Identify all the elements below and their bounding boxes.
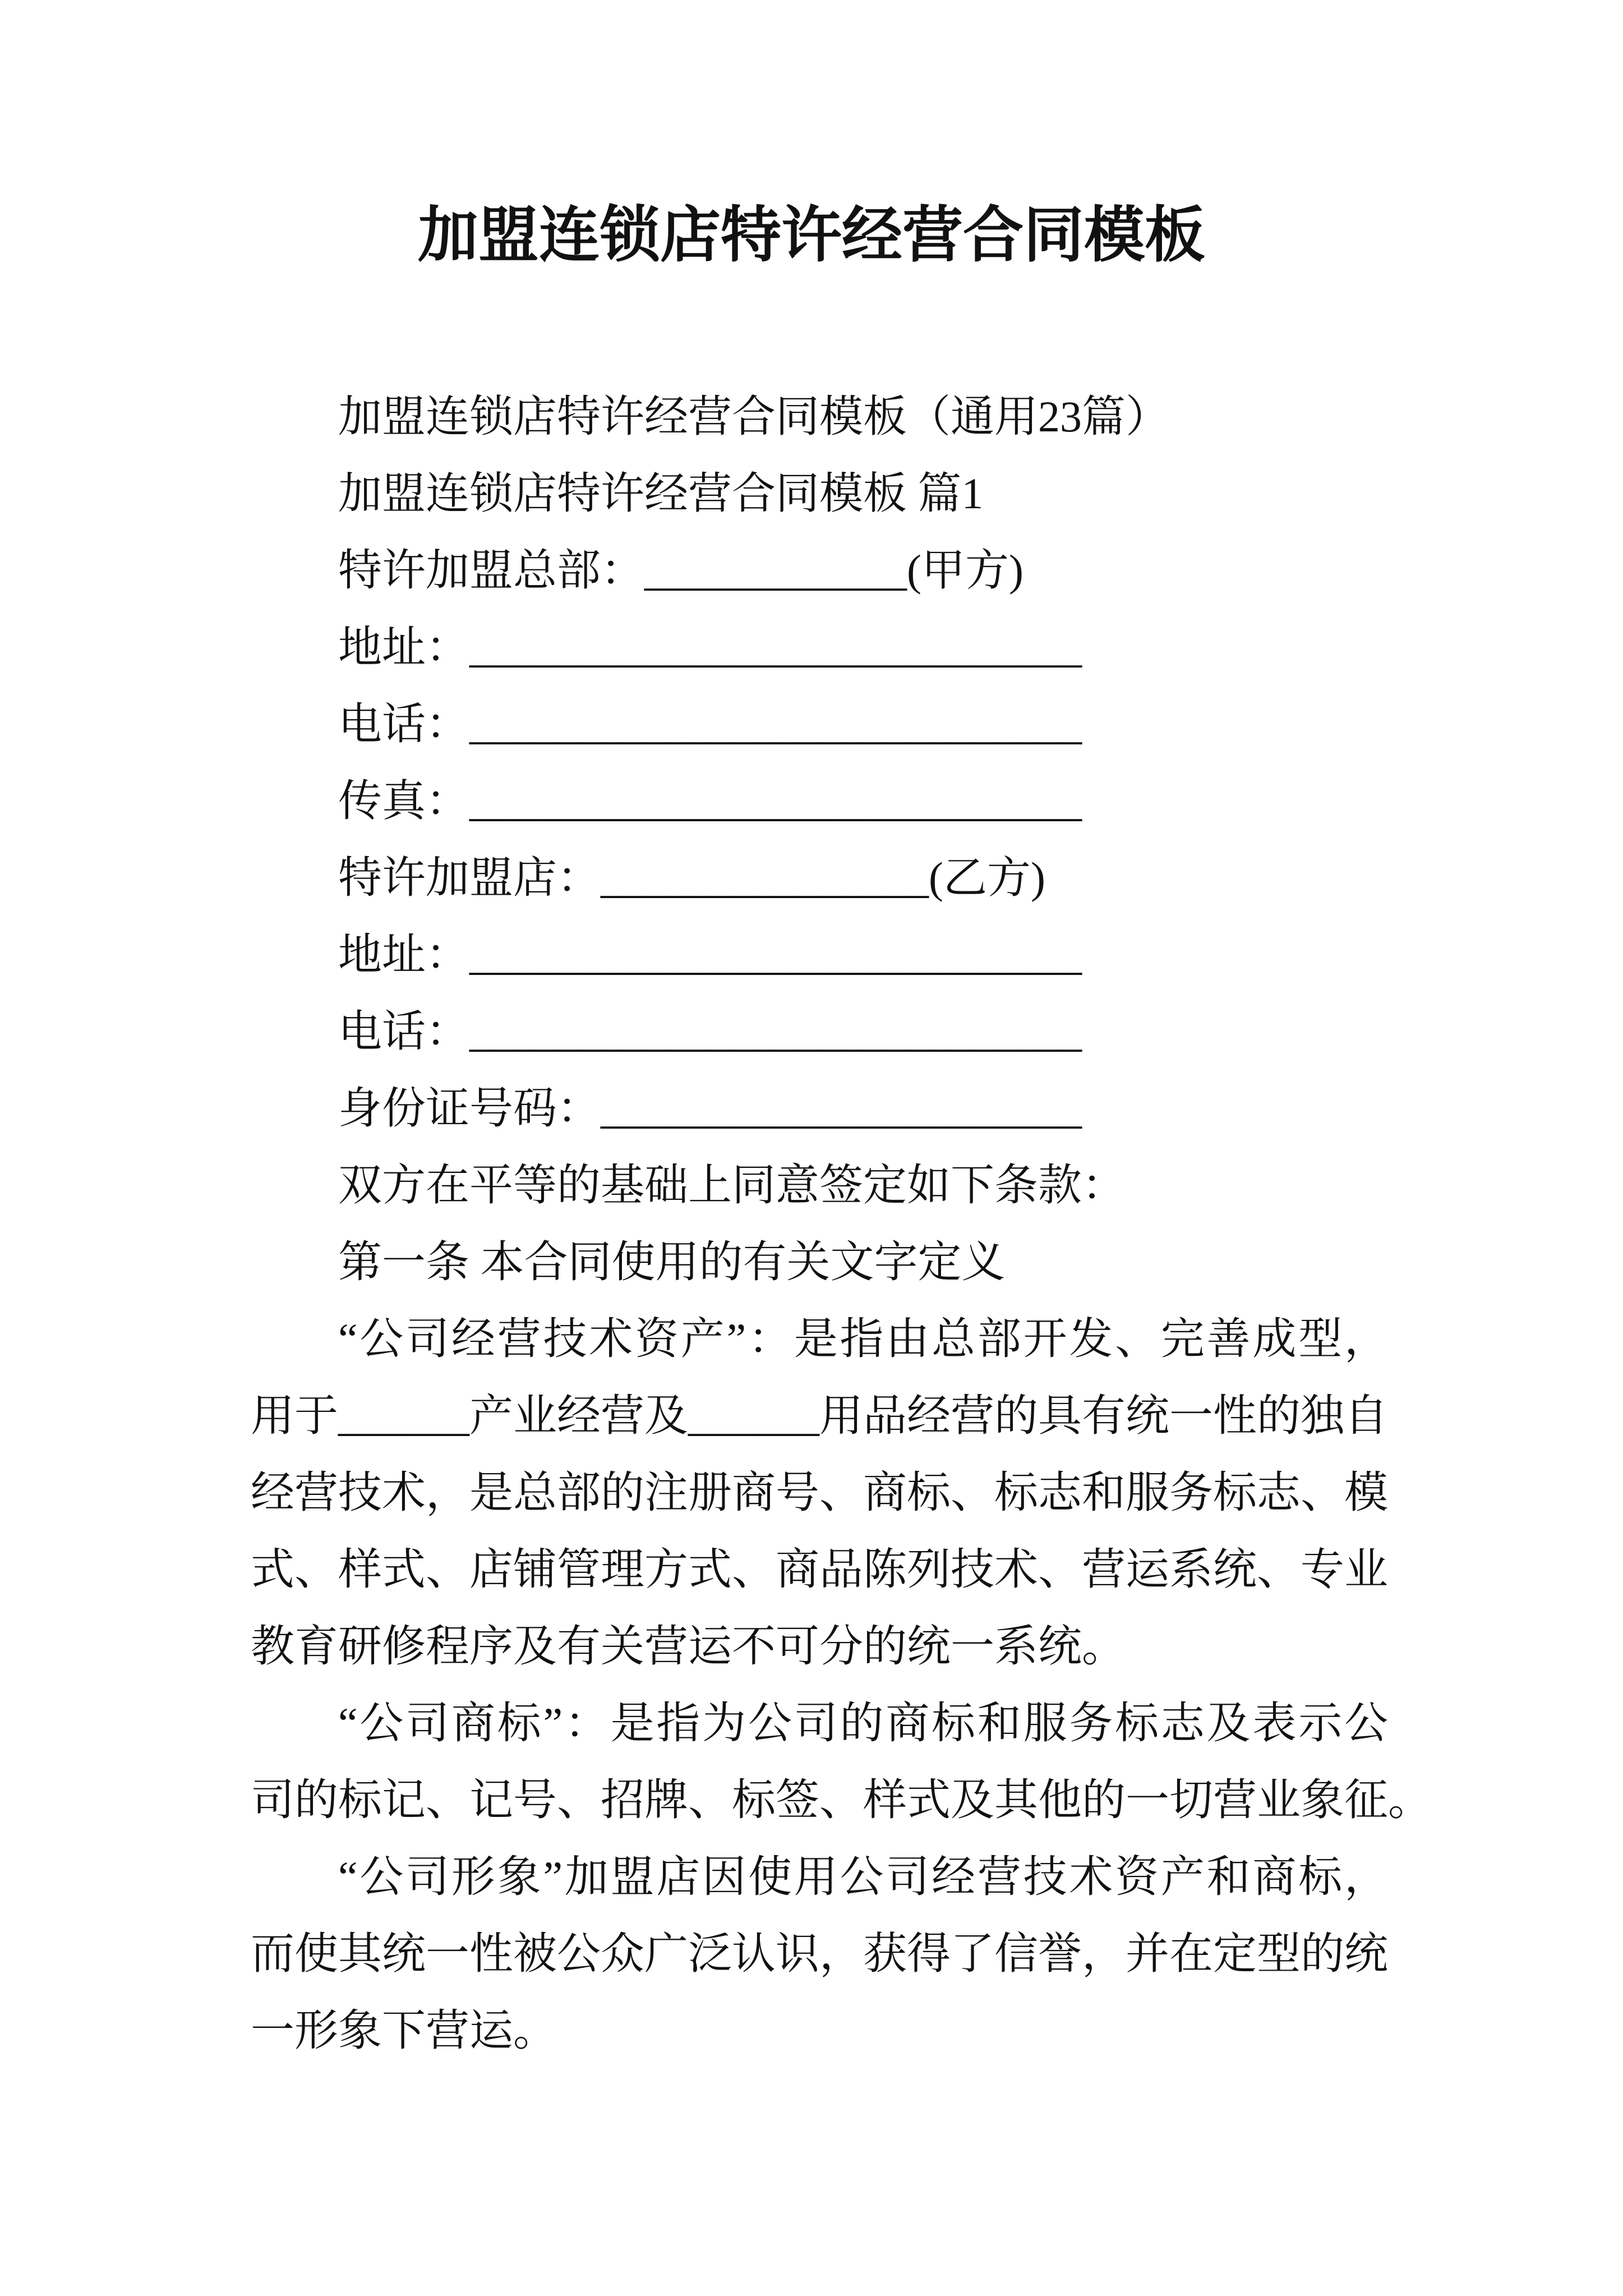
party-a-phone-label: 电话： xyxy=(338,700,470,748)
party-b-role: (乙方) xyxy=(929,853,1045,902)
party-b-id-blank: ______________________ xyxy=(601,1084,1082,1133)
party-a-address-label: 地址： xyxy=(338,623,470,671)
party-a-fax-label: 传真： xyxy=(338,776,470,825)
definition-line: “公司形象”加盟店因使用公司经营技术资产和商标， xyxy=(338,1852,1388,1901)
party-a-phone-row xyxy=(251,685,1388,762)
party-a-fax-row xyxy=(251,762,1388,839)
party-b-address-row xyxy=(251,916,1388,993)
definition-paragraph-technical-assets xyxy=(251,1300,1388,1685)
definition-line: 用于______产业经营及______用品经营的具有统一性的独自 xyxy=(251,1391,1389,1440)
party-b-address-label: 地址： xyxy=(338,930,470,979)
party-a-role: (甲方) xyxy=(907,546,1023,595)
section-title: 加盟连锁店特许经营合同模板 篇1 xyxy=(338,469,984,518)
definition-paragraph-trademark xyxy=(251,1685,1432,1838)
party-b-phone-blank: ____________________________ xyxy=(469,1007,1082,1056)
party-b-name-blank: _______________ xyxy=(601,853,929,902)
agreement-intro: 双方在平等的基础上同意签定如下条款： xyxy=(338,1161,1126,1209)
party-b-id-row xyxy=(251,1070,1388,1147)
definition-line: 式、样式、店铺管理方式、商品陈列技术、营运系统、专业 xyxy=(251,1545,1389,1594)
definition-line: “公司经营技术资产”：是指由总部开发、完善成型， xyxy=(338,1314,1388,1363)
document-title: 加盟连锁店特许经营合同模板 xyxy=(417,203,1205,269)
party-b-id-label: 身份证号码： xyxy=(338,1084,601,1133)
definition-line: 一形象下营运。 xyxy=(251,2006,557,2055)
party-a-fax-blank: ____________________________ xyxy=(469,776,1082,825)
party-b-name-label: 特许加盟店： xyxy=(338,853,601,902)
document-body xyxy=(251,378,1432,2069)
party-a-address-row xyxy=(251,609,1388,685)
article-1-heading: 第一条 本合同使用的有关文字定义 xyxy=(338,1237,1006,1286)
party-a-name-blank: ____________ xyxy=(644,546,907,595)
definition-line: 教育研修程序及有关营运不可分的统一系统。 xyxy=(251,1622,1126,1671)
party-a-phone-blank: ____________________________ xyxy=(469,700,1082,748)
party-b-name-row xyxy=(251,839,1388,916)
definition-line: 而使其统一性被公众广泛认识，获得了信誉，并在定型的统 xyxy=(251,1929,1389,1978)
definition-paragraph-company-image xyxy=(251,1838,1388,2069)
party-b-address-blank: ____________________________ xyxy=(469,930,1082,979)
party-a-address-blank: ____________________________ xyxy=(469,623,1082,671)
definition-line: 经营技术，是总部的注册商号、商标、标志和服务标志、模 xyxy=(251,1468,1389,1517)
party-a-name-label: 特许加盟总部： xyxy=(338,546,645,595)
party-a-name-row xyxy=(251,532,1388,609)
party-b-phone-row xyxy=(251,993,1388,1070)
definition-line: “公司商标”：是指为公司的商标和服务标志及表示公 xyxy=(338,1699,1388,1747)
party-b-phone-label: 电话： xyxy=(338,1007,470,1056)
definition-line: 司的标记、记号、招牌、标签、样式及其他的一切营业象征。 xyxy=(251,1775,1432,1824)
collection-title: 加盟连锁店特许经营合同模板（通用23篇） xyxy=(338,392,1170,441)
